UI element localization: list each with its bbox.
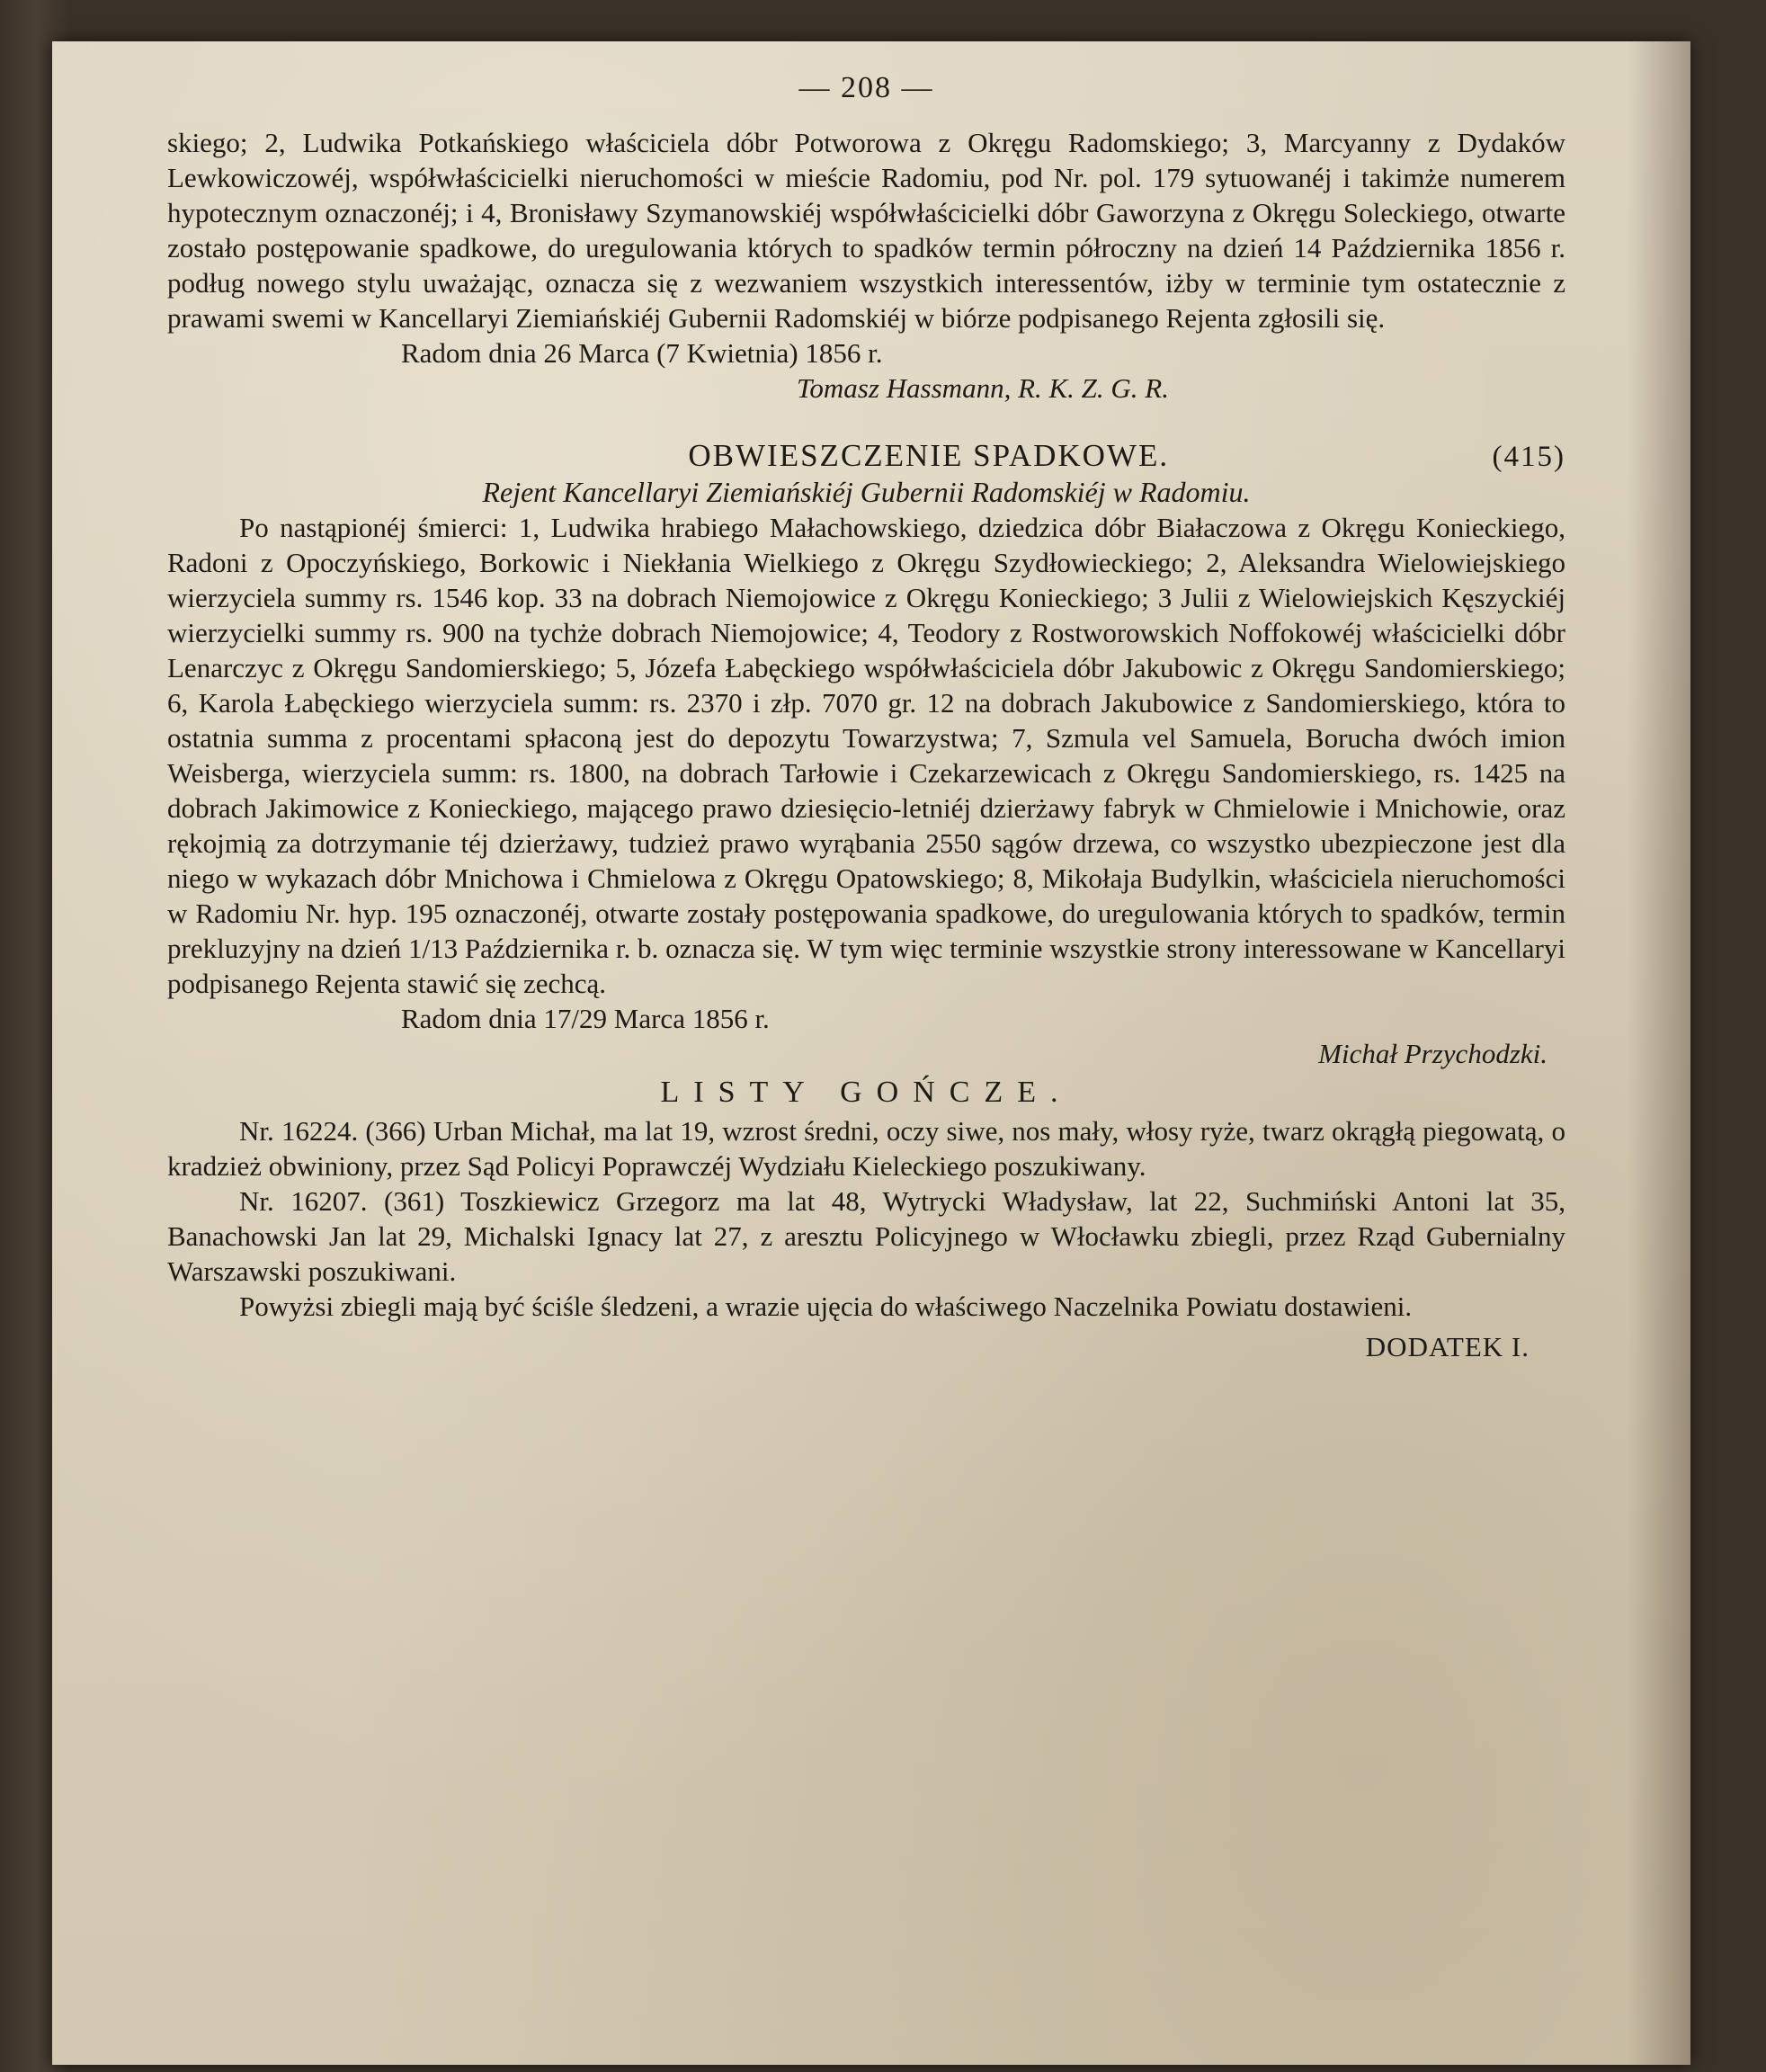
notice-date: Radom dnia 26 Marca (7 Kwietnia) 1856 r.	[401, 337, 883, 369]
page-spine-shadow	[1628, 41, 1690, 2065]
supplement-label: DODATEK I.	[1365, 1331, 1530, 1362]
page-content	[167, 70, 1565, 1364]
wanted-notice-2: Nr. 16207. (361) Toszkiewicz Grzegorz ma lat 48, Wytrycki Władysław, lat 22, Suchmiński Antoni lat 35, Banachowski Jan lat 29, Michalski Ignacy lat 27, z aresztu Policyjnego w Włocławku zbiegli, przez Rząd Gubernialny Warszawski poszukiwani.	[167, 1185, 1565, 1287]
page-number: — 208 —	[798, 71, 934, 104]
wanted-notice-3: Powyżsi zbiegli mają być ściśle śledzeni, a wrazie ujęcia do właściwego Naczelnika Powiatu dostawieni.	[239, 1291, 1413, 1322]
inheritance-notice-header	[167, 438, 1565, 475]
notice-signature: Tomasz Hassmann, R. K. Z. G. R.	[797, 372, 1169, 404]
inheritance-notice-signature: Michał Przychodzki.	[1318, 1038, 1547, 1069]
inheritance-notice-subtitle: Rejent Kancellaryi Ziemiańskiéj Gubernii Radomskiéj w Radomiu.	[482, 476, 1251, 508]
inheritance-notice-number: (415)	[1492, 441, 1565, 473]
wanted-notices-title: LISTY GOŃCZE.	[660, 1076, 1073, 1109]
inheritance-notice-title: OBWIESZCZENIE SPADKOWE.	[688, 438, 1170, 473]
inheritance-notice-date: Radom dnia 17/29 Marca 1856 r.	[401, 1003, 770, 1034]
inheritance-notice-body: Po nastąpionéj śmierci: 1, Ludwika hrabiego Małachowskiego, dziedzica dóbr Białaczowa z Okręgu Konieckiego, Radoni z Opoczyńskiego, Borkowic i Niekłania Wielkiego z Okręgu Szydłowieckiego; 2, Aleksandra Wielowiejskiego wierzyciela summy rs. 1546 kop. 33 na dobrach Niemojowice z Okręgu Konieckiego; 3 Julii z Wielowiejskich Kęszyckiéj wierzycielki summy rs. 900 na tychże dobrach Niemojowice; 4, Teodory z Rostworowskich Noffokowéj właścicielki dóbr Lenarczyc z Okręgu Sandomierskiego; 5, Józefa Łabęckiego współwłaściciela dóbr Jakubowic z Okręgu Sandomierskiego; 6, Karola Łabęckiego wierzyciela summ: rs. 2370 i złp. 7070 gr. 12 na dobrach Jakubowice z Sandomierskiego, która to ostatnia summa z procentami spłaconą jest do depozytu Towarzystwa; 7, Szmula vel Samuela, Borucha dwóch imion Weisberga, wierzyciela summ: rs. 1800, na dobrach Tarłowie i Czekarzewicach z Okręgu Sandomierskiego, rs. 1425 na dobrach Jakimowice z Konieckiego, mającego prawo dziesięcio-letniéj dzierżawy fabryk w Chmielowie i Mnichowie, oraz rękojmią za dotrzymanie téj dzierżawy, tudzież prawo wyrąbania 2550 sągów drzewa, co wszystko ubezpieczone jest dla niego w wykazach dóbr Mnichowa i Chmielowa z Okręgu Opatowskiego; 8, Mikołaja Budylkin, właściciela nieruchomości w Radomiu Nr. hyp. 195 oznaczonéj, otwarte zostały postępowania spadkowe, do uregulowania których to spadków, termin prekluzyjny na dzień 1/13 Października r. b. oznacza się. W tym więc terminie wszystkie strony interessowane w Kancellaryi podpisanego Rejenta stawić się zechcą.	[167, 512, 1565, 999]
wanted-notice-1: Nr. 16224. (366) Urban Michał, ma lat 19, wzrost średni, oczy siwe, nos mały, włosy ryże, twarz okrągłą piegowatą, o kradzież obwiniony, przez Sąd Policyi Poprawczéj Wydziału Kieleckiego poszukiwany.	[167, 1115, 1565, 1182]
notice-continuation-body: skiego; 2, Ludwika Potkańskiego właściciela dóbr Potworowa z Okręgu Radomskiego; 3, Marcyanny z Dydaków Lewkowiczowéj, współwłaścicielki nieruchomości w mieście Radomiu, pod Nr. pol. 179 sytuowanéj i takimże numerem hypotecznym oznaczonéj; i 4, Bronisławy Szymanowskiéj współwłaścicielki dóbr Gaworzyna z Okręgu Soleckiego, otwarte zostało postępowanie spadkowe, do uregulowania których to spadków termin półroczny na dzień 14 Października 1856 r. podług nowego stylu uważając, oznacza się z wezwaniem wszystkich interessentów, iżby w terminie tym ostatecznie z prawami swemi w Kancellaryi Ziemiańskiéj Gubernii Radomskiéj w biórze podpisanego Rejenta zgłosili się.	[167, 127, 1565, 334]
